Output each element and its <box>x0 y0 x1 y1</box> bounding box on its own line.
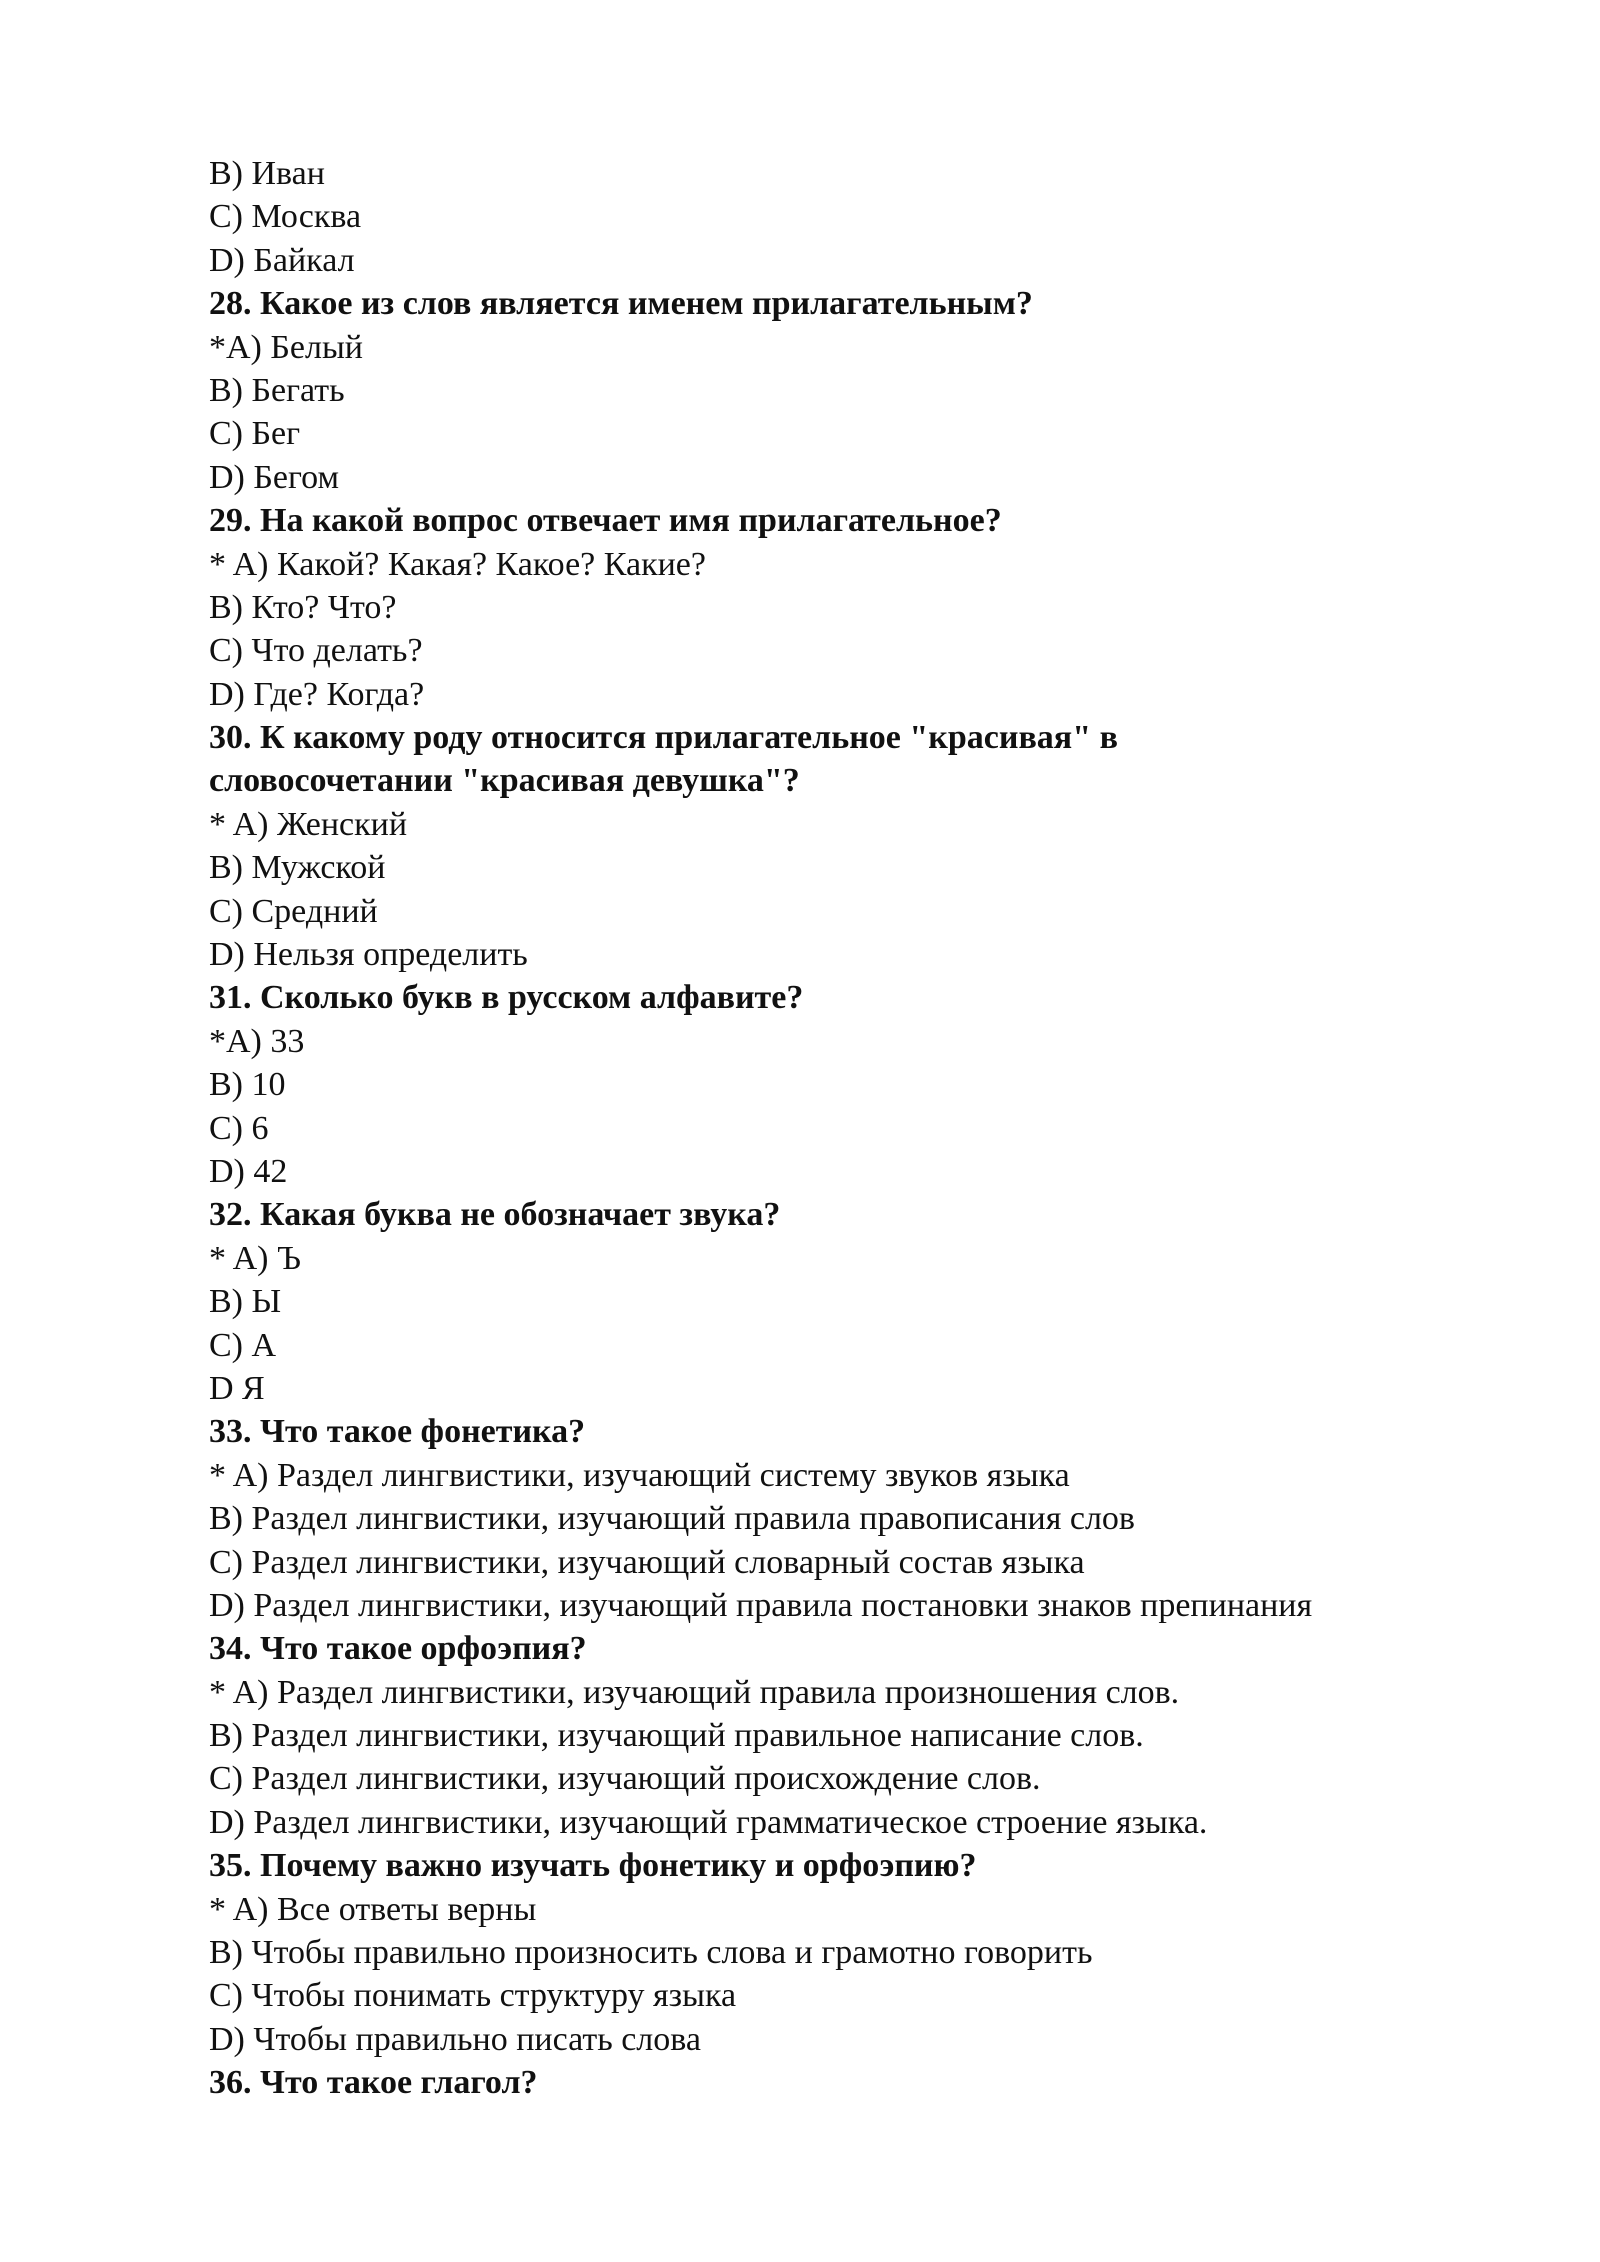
answer-option-line: C) Средний <box>209 892 378 930</box>
answer-option-line: B) Мужской <box>209 849 386 887</box>
question-line: 28. Какое из слов является именем прилагательным? <box>209 285 1033 323</box>
answer-option-line: D) Чтобы правильно писать слова <box>209 2020 701 2058</box>
answer-option-line: B) Кто? Что? <box>209 588 397 626</box>
answer-option-line: B) Раздел лингвистики, изучающий правила правописания слов <box>209 1500 1135 1538</box>
answer-option-line: * A) Женский <box>209 805 408 843</box>
answer-option-line: D) Раздел лингвистики, изучающий грамматическое строение языка. <box>209 1803 1208 1841</box>
answer-option-line: C) А <box>209 1326 277 1364</box>
answer-option-line: D) Байкал <box>209 241 355 279</box>
answer-option-line: D) 42 <box>209 1152 288 1190</box>
question-line: 31. Сколько букв в русском алфавите? <box>209 979 804 1017</box>
answer-option-line: *A) 33 <box>209 1022 305 1060</box>
question-line: 32. Какая буква не обозначает звука? <box>209 1196 781 1234</box>
answer-option-line: C) Что делать? <box>209 632 423 670</box>
question-line: 29. На какой вопрос отвечает имя прилагательное? <box>209 502 1002 540</box>
answer-option-line: D Я <box>209 1369 265 1407</box>
question-line: 34. Что такое орфоэпия? <box>209 1630 587 1668</box>
answer-option-line: * A) Все ответы верны <box>209 1890 537 1928</box>
answer-option-line: B) Раздел лингвистики, изучающий правильное написание слов. <box>209 1717 1144 1755</box>
answer-option-line: * A) Какой? Какая? Какое? Какие? <box>209 545 706 583</box>
answer-option-line: B) Ы <box>209 1283 282 1321</box>
answer-option-line: * A) Ъ <box>209 1239 302 1277</box>
answer-option-line: C) 6 <box>209 1109 269 1147</box>
answer-option-line: C) Раздел лингвистики, изучающий происхождение слов. <box>209 1760 1041 1798</box>
answer-option-line: C) Бег <box>209 415 301 453</box>
answer-option-line: * A) Раздел лингвистики, изучающий правила произношения слов. <box>209 1673 1180 1711</box>
answer-option-line: * A) Раздел лингвистики, изучающий систему звуков языка <box>209 1456 1070 1494</box>
answer-option-line: D) Где? Когда? <box>209 675 425 713</box>
answer-option-line: B) Бегать <box>209 371 345 409</box>
question-line: 33. Что такое фонетика? <box>209 1413 586 1451</box>
question-line: словосочетании "красивая девушка"? <box>209 762 800 800</box>
answer-option-line: *A) Белый <box>209 328 363 366</box>
question-line: 36. Что такое глагол? <box>209 2064 538 2102</box>
document-page <box>209 152 1529 2105</box>
answer-option-line: B) Чтобы правильно произносить слова и грамотно говорить <box>209 1934 1093 1972</box>
answer-option-line: C) Москва <box>209 198 362 236</box>
answer-option-line: D) Бегом <box>209 458 339 496</box>
answer-option-line: C) Раздел лингвистики, изучающий словарный состав языка <box>209 1543 1085 1581</box>
answer-option-line: B) Иван <box>209 155 325 192</box>
question-line: 35. Почему важно изучать фонетику и орфоэпию? <box>209 1847 977 1885</box>
question-line: 30. К какому роду относится прилагательное "красивая" в <box>209 719 1118 757</box>
answer-option-line: B) 10 <box>209 1066 286 1104</box>
answer-option-line: C) Чтобы понимать структуру языка <box>209 1977 737 2015</box>
answer-option-line: D) Раздел лингвистики, изучающий правила постановки знаков препинания <box>209 1586 1313 1624</box>
answer-option-line: D) Нельзя определить <box>209 936 528 974</box>
